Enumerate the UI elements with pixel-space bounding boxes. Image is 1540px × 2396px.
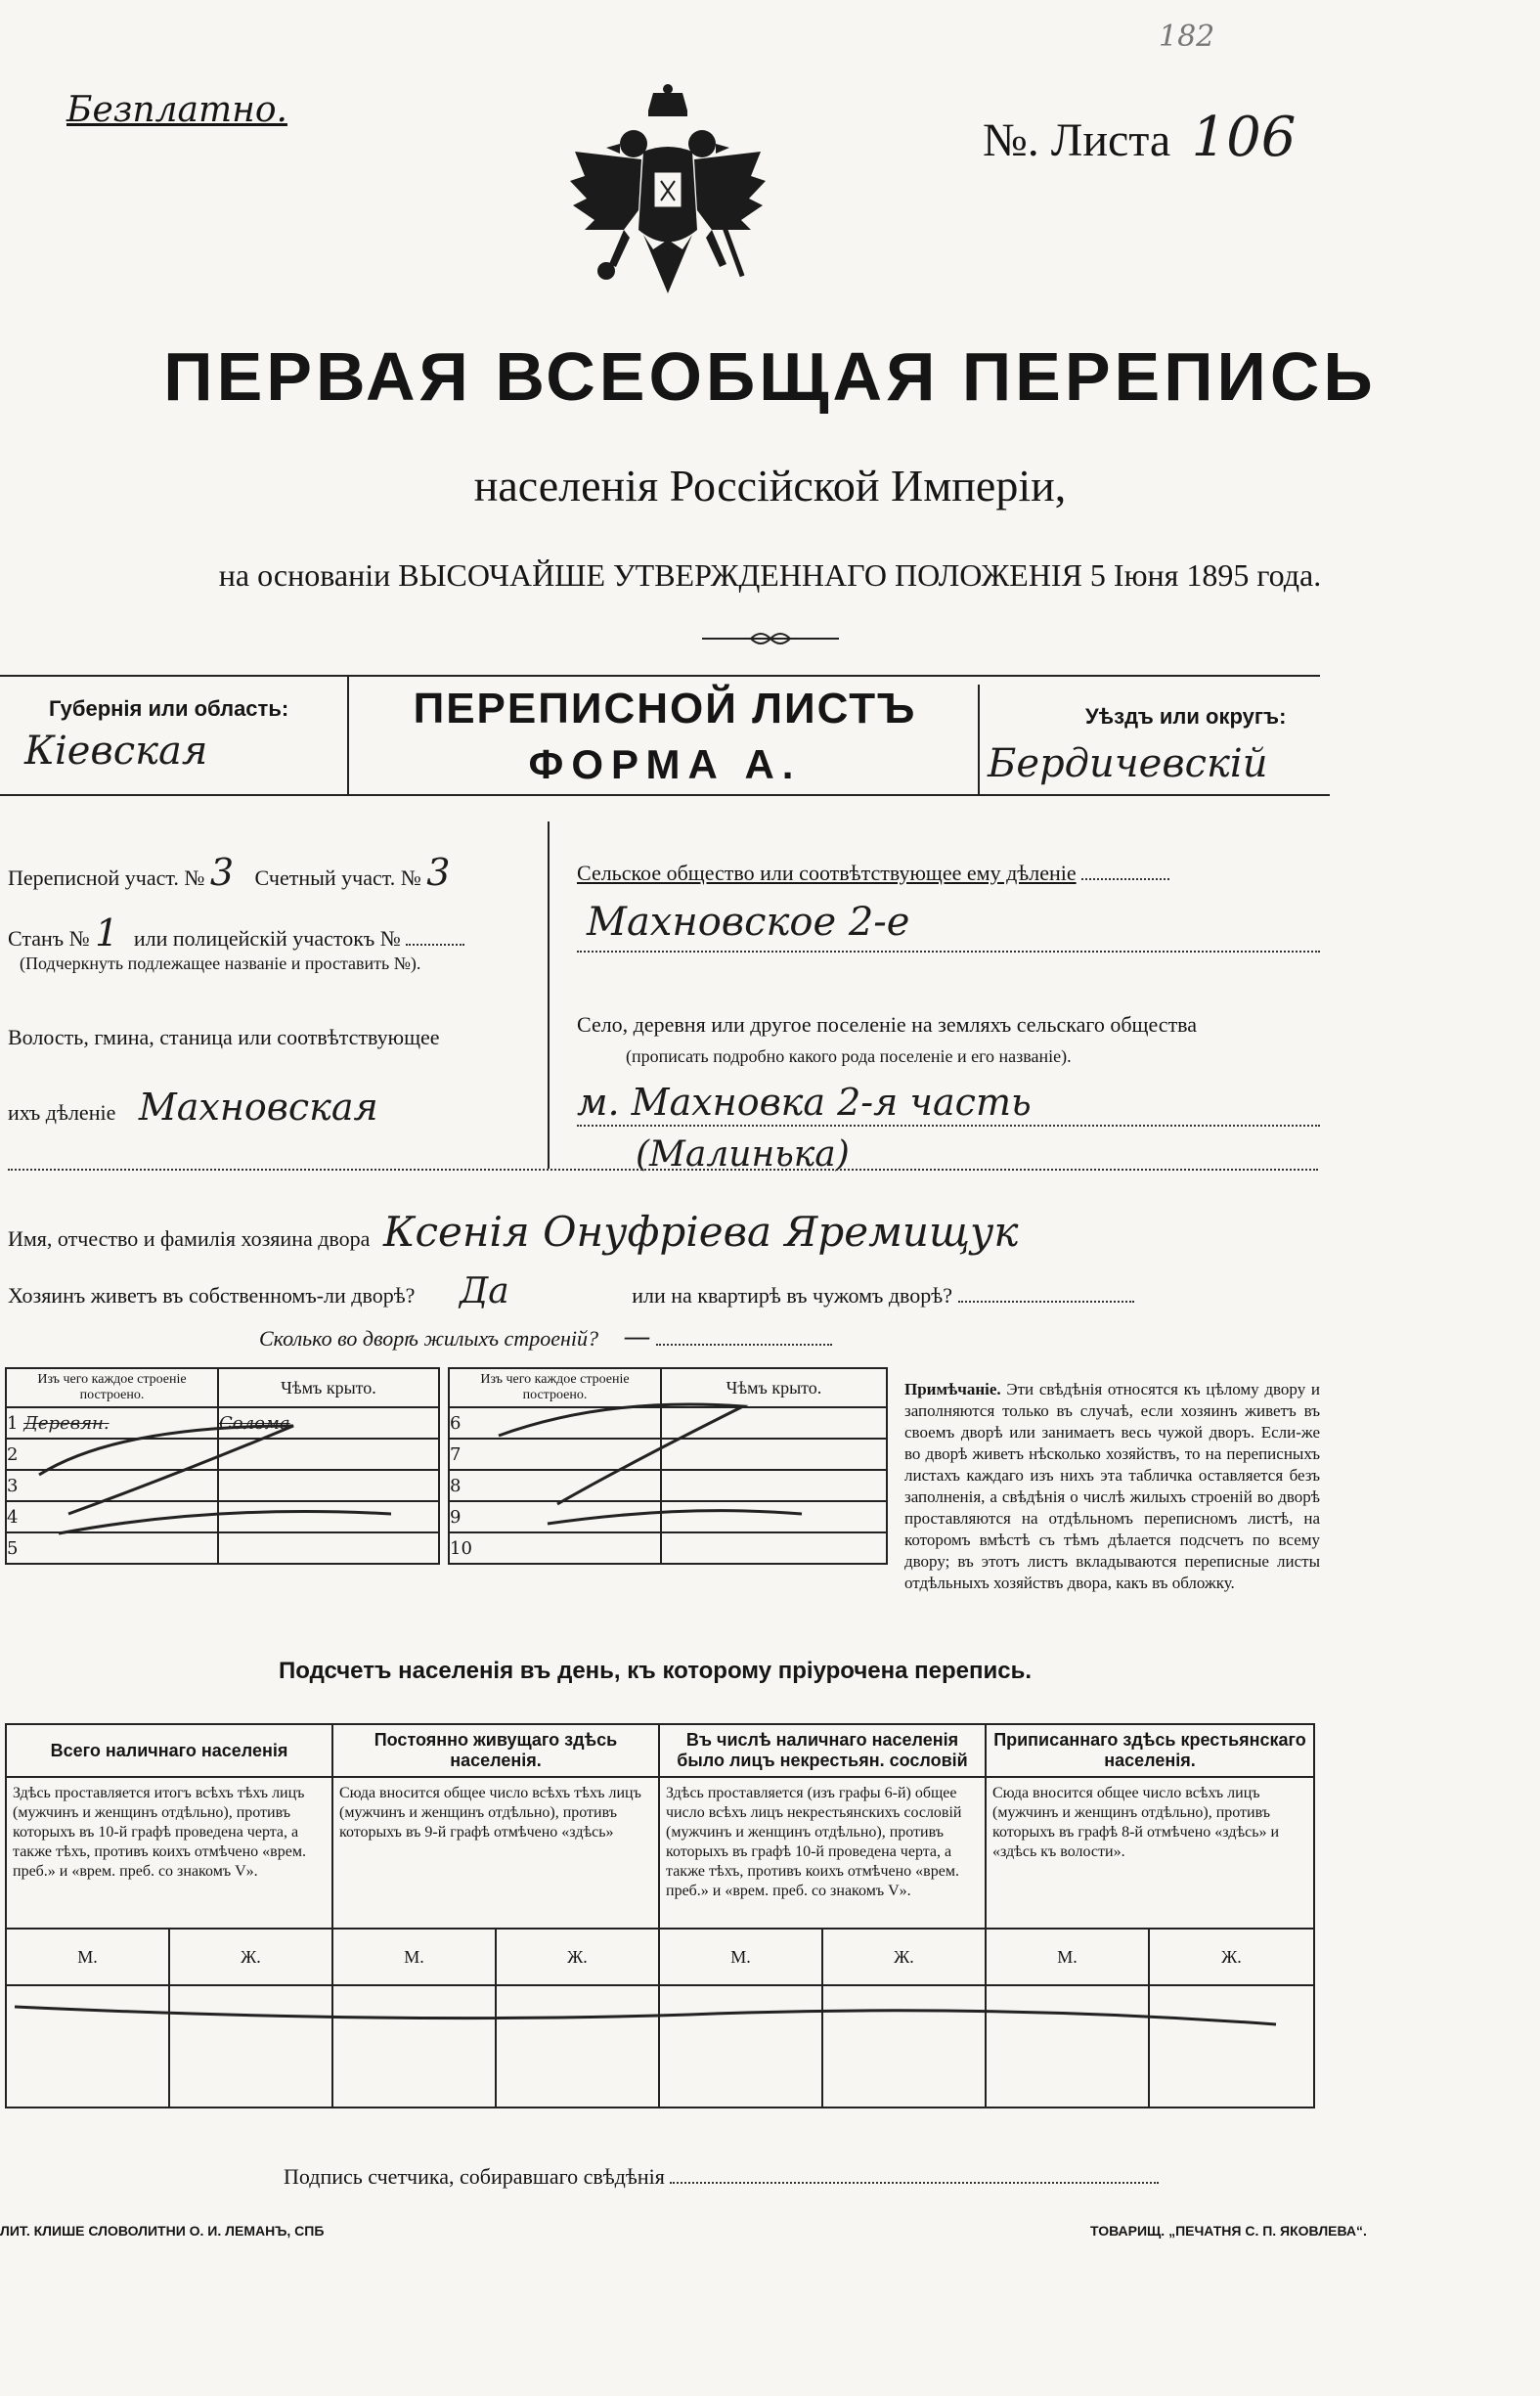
band-bottom-rule xyxy=(0,794,1330,796)
sub-f: Ж. xyxy=(169,1929,332,1985)
row-number: 6 xyxy=(449,1407,661,1439)
row-number: 10 xyxy=(449,1532,661,1564)
signature-field xyxy=(284,2164,1159,2190)
printer-left: ЛИТ. КЛИШЕ СЛОВОЛИТНИ О. И. ЛЕМАНЪ, СПБ xyxy=(0,2223,325,2239)
sheet-number-value: 106 xyxy=(1191,106,1297,169)
stan-field xyxy=(8,911,464,954)
society-value: Махновское 2-е xyxy=(587,900,910,945)
page-subtitle: населенія Россійской Имперіи, xyxy=(473,461,1067,510)
sheet-number-field xyxy=(983,106,1296,169)
sub-m: М. xyxy=(332,1929,496,1985)
sheet-number-label: №. Листа xyxy=(983,114,1171,166)
signature-label: Подпись счетчика, собиравшаго свѣдѣнія xyxy=(284,2164,665,2189)
census-area-label: Переписной участ. № xyxy=(8,865,205,890)
free-label: Безплатно. xyxy=(66,90,287,130)
col-roof-header: Чѣмъ крыто. xyxy=(218,1368,439,1407)
col-material-header: Изъ чего каждое строеніе построено. xyxy=(449,1368,661,1407)
col-material-header: Изъ чего каждое строеніе построено. xyxy=(6,1368,218,1407)
population-col-title: Постоянно живущаго здѣсь населенія. xyxy=(332,1724,659,1777)
sub-m: М. xyxy=(659,1929,822,1985)
society-value-line xyxy=(577,951,1320,953)
province-value: Кіевская xyxy=(24,729,208,774)
form-title: ПЕРЕПИСНОЙ ЛИСТЪ xyxy=(413,685,917,732)
buildings-line xyxy=(656,1344,832,1346)
police-label: или полицейскій участокъ № xyxy=(133,926,401,951)
row-number: 5 xyxy=(6,1532,218,1564)
strikeout-marks xyxy=(0,1367,890,1573)
side-note-text: Эти свѣдѣнія относятся къ цѣлому двору и заполняются только въ случаѣ, если хозяинъ живетъ въ своемъ дворѣ или занимаетъ весь чужой дворъ. Если-же во дворѣ живетъ нѣсколько хозяйствъ, то на переписныхъ листахъ каждаго изъ нихъ эта табличка оставляется безъ заполненія, а свѣдѣнія о числѣ жилыхъ строеній во дворѣ проставляются на отдѣльномъ переписномъ листѣ, на которомъ вмѣстѣ съ тѣмъ дѣлается подсчетъ по всему двору; въ этотъ листъ вкладываются переписные листы отдѣльныхъ хозяйствъ двора, какъ въ обложку. xyxy=(904,1380,1321,1592)
row-number: 8 xyxy=(449,1470,661,1501)
owner-label: Имя, отчество и фамилія хозяина двора xyxy=(8,1226,371,1251)
population-title-row xyxy=(6,1724,1314,1777)
row-number: 4 xyxy=(6,1501,218,1532)
sub-m: М. xyxy=(986,1929,1149,1985)
volost-field xyxy=(8,1086,378,1129)
volost-value: Махновская xyxy=(138,1086,378,1129)
sub-f: Ж. xyxy=(1149,1929,1314,1985)
row-number: 3 xyxy=(6,1470,218,1501)
population-col-title: Всего наличнаго населенія xyxy=(6,1724,332,1777)
society-line xyxy=(1081,878,1169,880)
population-sub-row xyxy=(6,1929,1314,1985)
population-col-title: Въ числѣ наличнаго населенія было лицъ некрестьян. сословій xyxy=(659,1724,986,1777)
lives-field xyxy=(8,1271,1134,1311)
lives-value: Да xyxy=(459,1271,509,1311)
stan-label: Станъ № xyxy=(8,926,90,951)
sub-f: Ж. xyxy=(822,1929,986,1985)
village-line-1 xyxy=(577,1125,1320,1127)
band-divider-left xyxy=(347,675,349,796)
stan-value: 1 xyxy=(95,911,119,954)
row1-roof: Солома xyxy=(218,1407,439,1439)
owner-field xyxy=(8,1208,1018,1256)
village-value-2: (Малинька) xyxy=(636,1134,850,1175)
block-divider xyxy=(548,821,550,1169)
population-col-desc: Сюда вносится общее число всѣхъ тѣхъ лицъ (мужчинъ и женщинъ отдѣльно), противъ которыхъ въ 9-й графѣ отмѣчено «здѣсь» xyxy=(332,1777,659,1929)
buildings-value: — xyxy=(623,1320,651,1353)
population-col-desc: Здѣсь проставляется (изъ графы 6-й) общее число всѣхъ лицъ некрестьянскихъ сословій (мужчинъ и женщинъ отдѣльно), противъ которыхъ въ графѣ 10-й проведена черта, а также тѣхъ, противъ коихъ отмѣчено «врем. преб.» и «врем. преб. со знакомъ V». xyxy=(659,1777,986,1929)
count-area-value: 3 xyxy=(426,851,451,894)
province-label: Губернія или область: xyxy=(49,696,289,721)
village-line-2 xyxy=(8,1169,1318,1171)
population-col-desc: Здѣсь проставляется итогъ всѣхъ тѣхъ лицъ (мужчинъ и женщинъ отдѣльно), противъ которыхъ въ 10-й графѣ проведена черта, а также тѣхъ, противъ коихъ отмѣчено «врем. преб.» и «врем. преб. со знакомъ V». xyxy=(6,1777,332,1929)
side-note xyxy=(904,1379,1320,1594)
village-label: Село, деревня или другое поселеніе на земляхъ сельскаго общества xyxy=(577,1012,1198,1037)
col-roof-header: Чѣмъ крыто. xyxy=(661,1368,887,1407)
imperial-eagle-emblem xyxy=(565,83,770,318)
population-heading: Подсчетъ населенія въ день, къ которому пріурочена перепись. xyxy=(279,1658,1032,1684)
rent-value-line xyxy=(958,1301,1134,1303)
count-area-label: Счетный участ. № xyxy=(254,865,421,890)
police-value-line xyxy=(406,944,464,946)
district-value: Бердичевскій xyxy=(988,741,1268,786)
row-number: 9 xyxy=(449,1501,661,1532)
population-col-desc: Сюда вносится общее число всѣхъ лицъ (мужчинъ и женщинъ отдѣльно), противъ которыхъ въ графѣ 8-й отмѣчено «здѣсь» и «здѣсь къ волости». xyxy=(986,1777,1314,1929)
underline-note: (Подчеркнуть подлежащее названіе и проставить №). xyxy=(20,954,421,973)
census-area-field xyxy=(8,851,450,894)
buildings-label: Сколько во дворѣ жилыхъ строеній? xyxy=(259,1326,598,1351)
page-title: ПЕРВАЯ ВСЕОБЩАЯ ПЕРЕПИСЬ xyxy=(163,338,1377,415)
form-subtitle: ФОРМА А. xyxy=(528,741,802,787)
sub-m: М. xyxy=(6,1929,169,1985)
sub-f: Ж. xyxy=(496,1929,659,1985)
lives-label: Хозяинъ живетъ въ собственномъ-ли дворѣ? xyxy=(8,1283,416,1308)
village-value-1: м. Махновка 2-я часть xyxy=(577,1081,1032,1124)
archive-pencil-note: 182 xyxy=(1159,20,1215,54)
side-note-title: Примѣчаніе. xyxy=(904,1380,1001,1398)
population-desc-row xyxy=(6,1777,1314,1929)
printer-right: ТОВАРИЩ. „ПЕЧАТНЯ С. П. ЯКОВЛЕВА“. xyxy=(1090,2223,1367,2239)
society-field xyxy=(577,861,1169,886)
rent-label: или на квартирѣ въ чужомъ дворѣ? xyxy=(632,1283,953,1308)
row-number: 7 xyxy=(449,1439,661,1470)
census-area-value: 3 xyxy=(209,851,235,894)
volost-label-2: ихъ дѣленіе xyxy=(8,1100,116,1125)
band-top-rule xyxy=(0,675,1320,677)
row-number: 1 xyxy=(7,1412,19,1434)
row-number: 2 xyxy=(6,1439,218,1470)
buildings-field xyxy=(259,1320,832,1353)
district-label: Уѣздъ или округъ: xyxy=(1085,704,1287,729)
signature-line xyxy=(670,2182,1159,2184)
owner-value: Ксенія Онуфріева Яремищук xyxy=(382,1208,1019,1256)
society-label: Сельское общество или соотвѣтствующее ему дѣленіе xyxy=(577,861,1077,885)
volost-label: Волость, гмина, станица или соотвѣтствующее xyxy=(8,1025,440,1049)
ornament-divider xyxy=(0,626,1540,655)
legal-basis-line: на основаніи ВЫСОЧАЙШЕ УТВЕРЖДЕННАГО ПОЛОЖЕНІЯ 5 Іюня 1895 года. xyxy=(218,557,1322,593)
village-note: (прописать подробно какого рода поселеніе и его названіе). xyxy=(626,1046,1072,1066)
population-col-title: Приписаннаго здѣсь крестьянскаго населенія. xyxy=(986,1724,1314,1777)
population-table xyxy=(5,1723,1315,2108)
population-strike-line xyxy=(5,1985,1315,2044)
band-divider-right xyxy=(978,685,980,796)
ornament-icon xyxy=(702,629,839,648)
row1-material: Деревян. xyxy=(23,1412,110,1434)
